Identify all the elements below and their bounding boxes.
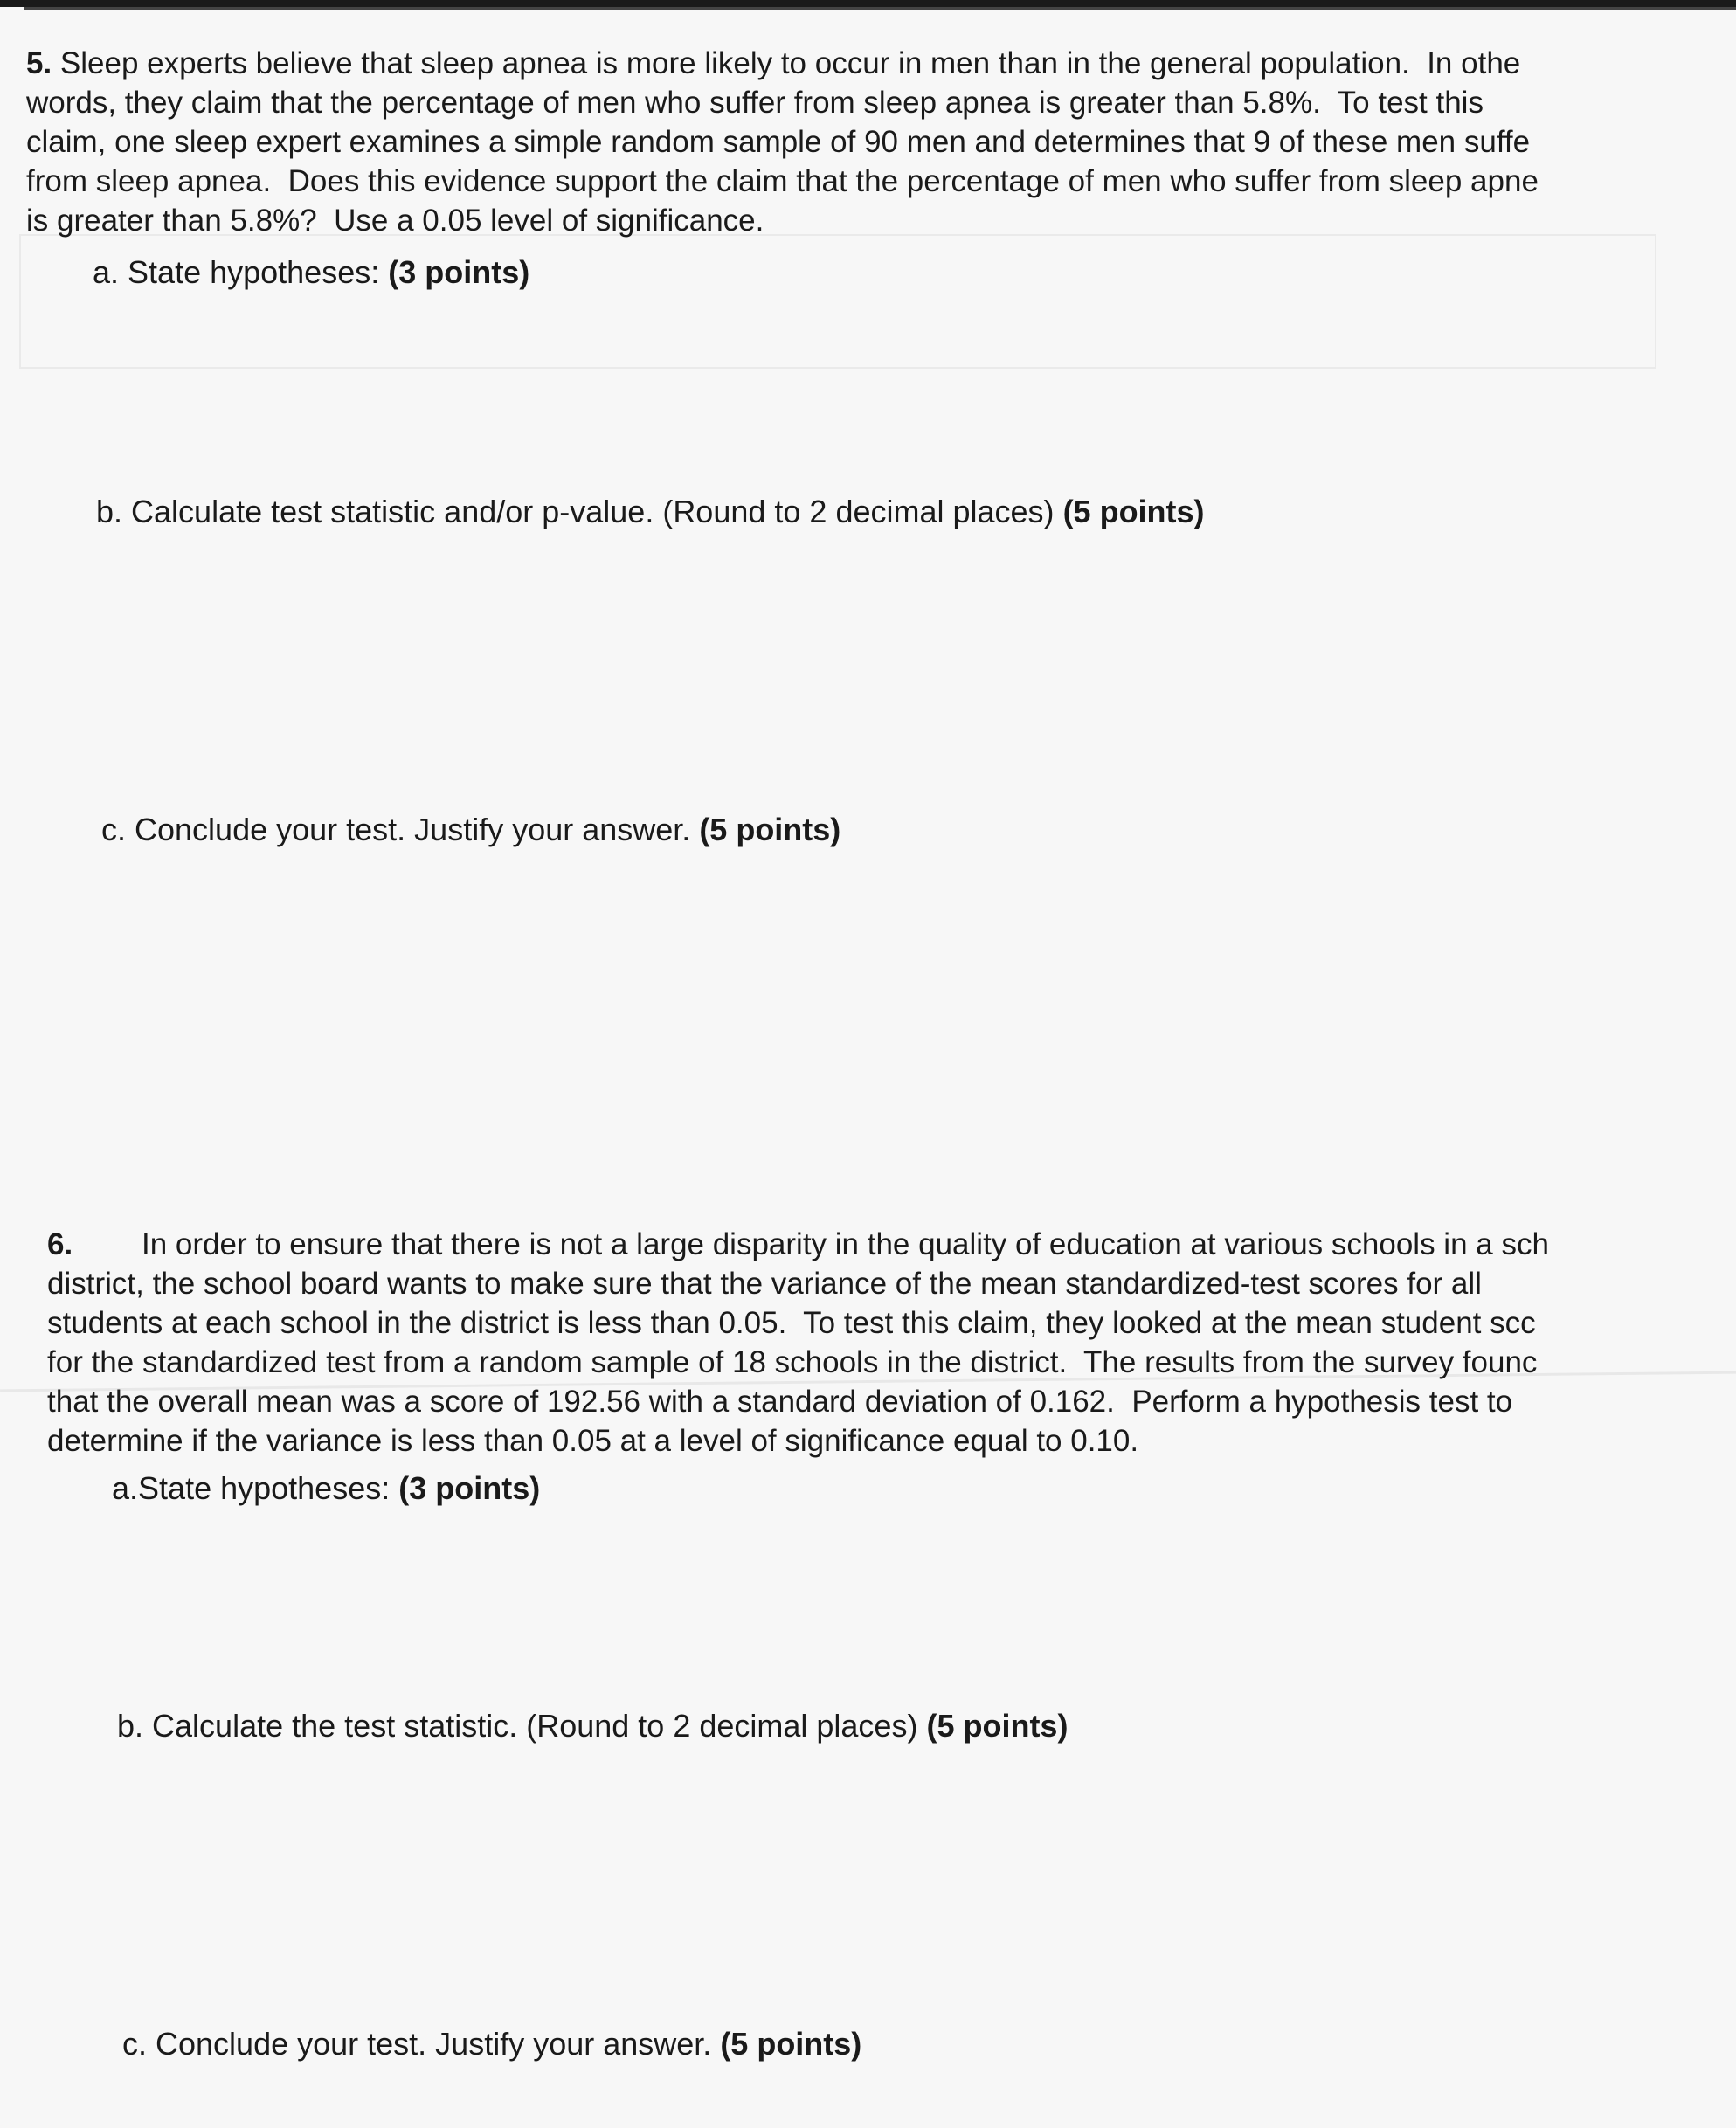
part-label: a. xyxy=(112,1470,139,1506)
part-text: Conclude your test. Justify your answer. xyxy=(126,812,700,847)
part-text: Calculate the test statistic. (Round to 2 decimal places) xyxy=(143,1708,927,1744)
question-5-line-5: is greater than 5.8%? Use a 0.05 level of significance. xyxy=(26,204,764,238)
part-text: State hypotheses: xyxy=(119,254,389,290)
question-6-line-4: for the standardized test from a random sample of 18 schools in the district. The results from the survey founc xyxy=(47,1345,1538,1379)
question-5-part-b xyxy=(96,493,1205,531)
question-6-text xyxy=(47,1225,1736,1461)
part-points: (3 points) xyxy=(388,254,530,290)
part-points: (5 points) xyxy=(720,2026,862,2062)
top-border-rule xyxy=(0,0,1736,7)
part-label: b. xyxy=(117,1708,144,1744)
question-6-line-2: district, the school board wants to make sure that the variance of the mean standardized-test scores for all xyxy=(47,1267,1482,1301)
part-text: Conclude your test. Justify your answer. xyxy=(147,2026,721,2062)
question-6-line-5: that the overall mean was a score of 192.56 with a standard deviation of 0.162. Perform a hypothesis test to xyxy=(47,1385,1513,1419)
part-points: (5 points) xyxy=(699,812,841,847)
question-5-part-c xyxy=(101,811,840,849)
question-5-number: 5. xyxy=(26,46,52,80)
question-6-part-a xyxy=(112,1469,540,1508)
question-5-part-a xyxy=(93,253,529,292)
part-points: (5 points) xyxy=(1062,494,1205,529)
question-6-line-3: students at each school in the district is less than 0.05. To test this claim, they looked at the mean student scc xyxy=(47,1306,1536,1340)
part-label: c. xyxy=(122,2026,148,2062)
question-5-text xyxy=(26,44,1736,240)
part-label: a. xyxy=(93,254,120,290)
question-5-line-4: from sleep apnea. Does this evidence support the claim that the percentage of men who suffer from sleep apne xyxy=(26,164,1539,198)
question-6-number: 6. xyxy=(47,1227,73,1261)
question-5-line-3: claim, one sleep expert examines a simple random sample of 90 men and determines that 9 of these men suffe xyxy=(26,125,1531,159)
question-6-part-b xyxy=(117,1707,1068,1745)
question-6-part-c xyxy=(122,2025,861,2063)
question-5-line-2: words, they claim that the percentage of men who suffer from sleep apnea is greater than 5.8%. To test this xyxy=(26,86,1484,120)
part-text: State hypotheses: xyxy=(138,1470,399,1506)
part-text: Calculate test statistic and/or p-value. (Round to 2 decimal places) xyxy=(122,494,1063,529)
top-border-rule-inner xyxy=(24,7,1736,10)
part-points: (5 points) xyxy=(926,1708,1069,1744)
question-6-line-6: determine if the variance is less than 0.05 at a level of significance equal to 0.10. xyxy=(47,1424,1139,1458)
question-6-line-1: In order to ensure that there is not a large disparity in the quality of education at various schools in a sch xyxy=(142,1227,1549,1261)
part-label: b. xyxy=(96,494,123,529)
part-points: (3 points) xyxy=(398,1470,541,1506)
question-5-line-1: Sleep experts believe that sleep apnea is more likely to occur in men than in the general population. In othe xyxy=(52,46,1521,80)
part-label: c. xyxy=(101,812,127,847)
